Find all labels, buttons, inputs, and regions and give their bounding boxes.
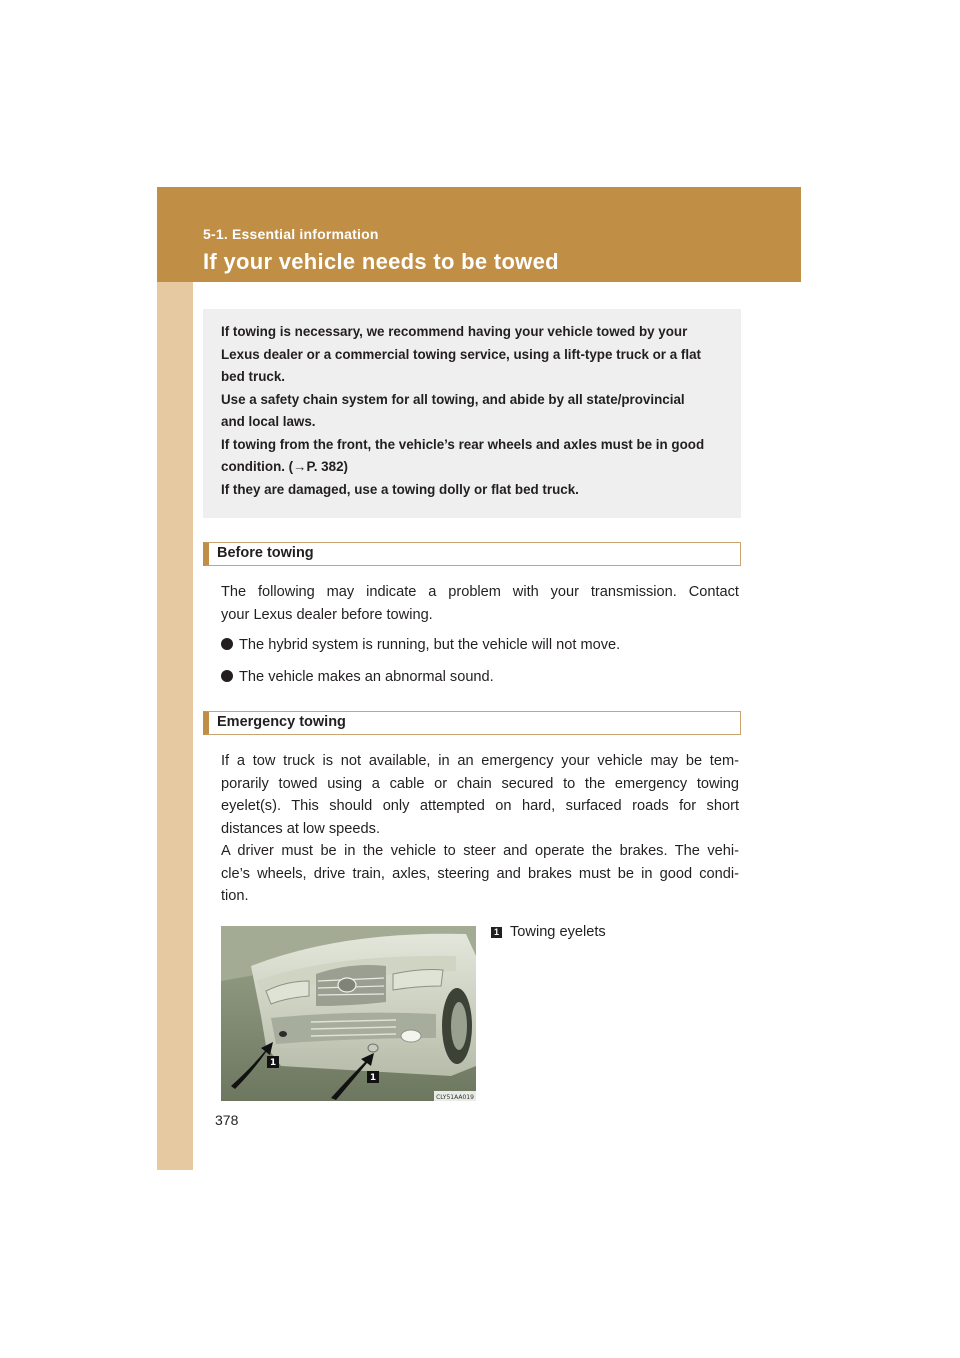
side-band [157, 187, 193, 1170]
intro-line: If towing is necessary, we recommend having your vehicle towed by your [221, 324, 688, 339]
intro-line: condition. (→P. 382) [221, 459, 348, 474]
before-towing-heading [203, 542, 741, 566]
intro-line: bed truck. [221, 369, 285, 384]
bullet-text: The hybrid system is running, but the vehicle will not move. [239, 637, 621, 653]
figure-legend [491, 924, 606, 940]
bullet-text: The vehicle makes an abnormal sound. [239, 669, 494, 685]
text-line: eyelet(s). This should only attempted on hard, surfaced roads for short [221, 798, 739, 814]
text-line: tion. [221, 888, 249, 904]
legend-number: 1 [491, 927, 502, 938]
text-line: A driver must be in the vehicle to steer and operate the brakes. The vehi- [221, 843, 739, 859]
intro-line: and local laws. [221, 414, 316, 429]
page-number: 378 [215, 1112, 239, 1128]
bullet-item [221, 637, 620, 653]
text-line: cle’s wheels, drive train, axles, steering and brakes must be in good condi- [221, 865, 739, 882]
bullet-item [221, 669, 494, 685]
intro-box [203, 309, 741, 518]
text-line: distances at low speeds. [221, 820, 380, 837]
image-code: CLY51AA019 [436, 1094, 474, 1101]
text-line: The following may indicate a problem with your transmission. Contact [221, 584, 739, 600]
callout-number: 1 [269, 1058, 277, 1068]
bullet-icon [221, 638, 233, 650]
text-line: your Lexus dealer before towing. [221, 606, 433, 623]
text-line: If a tow truck is not available, in an emergency your vehicle may be tem- [221, 753, 739, 769]
intro-line: If they are damaged, use a towing dolly or flat bed truck. [221, 481, 579, 497]
vehicle-front-photo [221, 926, 476, 1101]
callout-number: 1 [369, 1073, 377, 1083]
emergency-towing-text [221, 750, 739, 908]
intro-line: If towing from the front, the vehicle’s rear wheels and axles must be in good [221, 436, 705, 452]
heading-label: Before towing [217, 545, 314, 561]
text-line: porarily towed using a cable or chain secured to the emergency towing [221, 775, 739, 792]
bullet-icon [221, 670, 233, 682]
legend-label: Towing eyelets [510, 924, 606, 940]
intro-line: Use a safety chain system for all towing, and abide by all state/provincial [221, 391, 685, 407]
heading-label: Emergency towing [217, 714, 346, 730]
section-label: 5-1. Essential information [203, 226, 379, 242]
before-towing-text [221, 581, 739, 626]
intro-line: Lexus dealer or a commercial towing service, using a lift-type truck or a flat [221, 346, 701, 362]
emergency-towing-heading [203, 711, 741, 735]
towing-eyelet-illustration [221, 926, 476, 1101]
page-title: If your vehicle needs to be towed [203, 249, 559, 274]
